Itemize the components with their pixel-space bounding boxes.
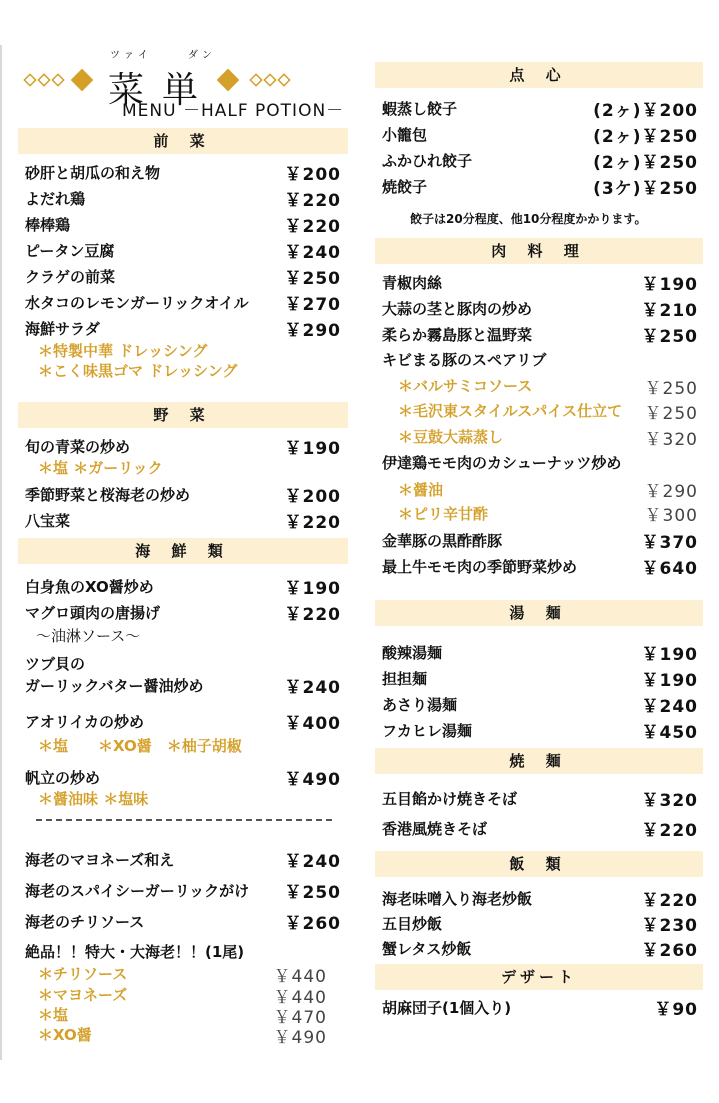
item-name: 伊達鶏モモ肉のカシューナッツ炒め [382,454,622,472]
item-name: 金華豚の黒酢酢豚 [382,532,503,550]
item-name: 酸辣湯麺 [382,644,443,662]
ornament-left-icon [22,68,102,92]
option-text: ＊醤油 [398,481,444,499]
item-price: ￥250 [284,269,341,289]
option-price: ￥440 [273,988,327,1008]
option-price: ￥440 [273,967,327,987]
item-price: ￥220 [284,191,341,211]
item-name: 蟹レタス炒飯 [382,940,472,958]
item-price: ￥190 [641,275,698,295]
item-name: ふかひれ餃子 [382,152,473,170]
item-price: ￥200 [284,487,341,507]
option-price: ￥290 [644,482,698,502]
item-name: 担担麺 [382,670,428,688]
item-name: ツブ貝の [25,655,86,673]
item-price: ￥190 [284,439,341,459]
item-name: アオリイカの炒め [25,713,144,731]
item-price: ￥230 [641,916,698,936]
item-name: フカヒレ湯麺 [382,722,472,740]
item-name: 海老味噌入り海老炒飯 [382,890,533,908]
ornament-right-icon [216,68,296,92]
item-name: キビまる豚のスペアリブ [382,351,547,369]
title-ruby: ツァイ ダン [110,50,216,61]
item-price: ￥210 [641,301,698,321]
option-text: ＊バルサミコソース [398,377,533,395]
item-price: ￥260 [641,941,698,961]
item-name: 五目炒飯 [382,915,443,933]
option-price: ￥470 [273,1008,327,1028]
item-name: 柔らか霧島豚と温野菜 [382,326,533,344]
item-name: 絶品！！特大・大海老！！(1尾) [25,943,245,961]
item-name: 海鮮サラダ [25,320,100,338]
section-header-tenshin: 点 心 [375,62,703,88]
item-name: 焼餃子 [382,178,428,196]
item-name: 胡麻団子(1個入り) [382,999,512,1017]
item-name: 小籠包 [382,126,428,144]
item-price: (2ヶ)￥200 [593,101,698,121]
page-title: 菜単 [108,70,217,111]
option-price: ￥300 [644,506,698,526]
item-name: ガーリックバター醤油炒め [25,677,204,695]
item-price: ￥220 [284,217,341,237]
item-price: ￥190 [641,645,698,665]
section-header-han: 飯 類 [375,851,703,877]
item-name: 季節野菜と桜海老の炒め [25,486,191,504]
option-price: ￥490 [273,1028,327,1048]
item-name: 旬の青菜の炒め [25,438,131,456]
menu-subtitle: MENU －HALF POTION－ [122,101,345,121]
item-price: ￥220 [641,891,698,911]
divider [36,819,332,821]
section-header-dessert: デザート [375,964,703,990]
item-price: (2ヶ)￥250 [593,153,698,173]
option-text: ＊塩 [38,1006,69,1024]
item-name: あさり湯麺 [382,696,458,714]
item-name: 青椒肉絲 [382,274,443,292]
option-text: ＊マヨネーズ [38,986,128,1004]
item-price: ￥90 [654,1000,698,1020]
left-border [0,45,2,1060]
item-price: ￥220 [284,513,341,533]
item-price: ￥190 [641,671,698,691]
option-text: ＊醤油味 ＊塩味 [38,790,149,808]
option-text: ＊ピリ辛甘酢 [398,505,489,523]
item-price: ￥270 [284,295,341,315]
item-name: クラゲの前菜 [25,268,116,286]
item-price: ￥250 [641,327,698,347]
item-price: ￥640 [641,559,698,579]
option-text: ＊塩 ＊ガーリック [38,459,163,477]
item-name: 水タコのレモンガーリックオイル [25,294,249,312]
section-header-tanmen: 湯 麺 [375,600,703,626]
item-name: マグロ頭肉の唐揚げ [25,604,161,622]
item-price: ￥200 [284,165,341,185]
item-name: ピータン豆腐 [25,242,115,260]
option-price: ￥250 [644,379,698,399]
item-price: ￥240 [641,697,698,717]
item-name: 最上牛モモ肉の季節野菜炒め [382,558,578,576]
option-price: ￥250 [644,404,698,424]
item-name: 白身魚のXO醤炒め [25,578,154,596]
option-text: ＊こく味黒ゴマ ドレッシング [38,362,238,380]
item-price: ￥190 [284,579,341,599]
item-price: ￥290 [284,321,341,341]
item-price: ￥220 [641,821,698,841]
option-price: ￥320 [644,430,698,450]
item-name: 八宝菜 [25,512,71,530]
item-name: 海老のマヨネーズ和え [25,851,175,869]
item-price: ￥240 [284,678,341,698]
item-name: 海老のスパイシーガーリックがけ [25,882,250,900]
section-header-niku: 肉 料 理 [375,238,703,264]
item-name: よだれ鶏 [25,190,86,208]
item-name: 香港風焼きそば [382,820,488,838]
section-header-yasai: 野 菜 [18,402,348,428]
item-name: 帆立の炒め [25,769,101,787]
item-price: (2ヶ)￥250 [593,127,698,147]
item-price: ￥320 [641,791,698,811]
section-header-kaisen: 海 鮮 類 [18,538,348,564]
option-text: ＊豆鼓大蒜蒸し [398,428,504,446]
option-text: ＊チリソース [38,965,128,983]
item-price: ￥240 [284,852,341,872]
item-name: 大蒜の茎と豚肉の炒め [382,300,533,318]
item-name: 五目餡かけ焼きそば [382,790,518,808]
option-text: ＊XO醤 [38,1026,92,1044]
item-price: (3ケ)￥250 [593,179,698,199]
item-name: 蝦蒸し餃子 [382,100,458,118]
item-price: ￥450 [641,723,698,743]
section-header-yakisoba: 焼 麺 [375,748,703,774]
option-text: ＊毛沢東スタイルスパイス仕立て [398,402,623,420]
item-price: ￥400 [284,714,341,734]
item-name: 砂肝と胡瓜の和え物 [25,164,161,182]
section-header-zensai: 前 菜 [18,128,348,154]
item-price: ￥260 [284,914,341,934]
option-text: ＊塩 ＊XO醤 ＊柚子胡椒 [38,737,242,755]
item-price: ￥250 [284,883,341,903]
item-price: ￥490 [284,770,341,790]
item-price: ￥240 [284,243,341,263]
item-name: 海老のチリソース [25,913,145,931]
item-price: ￥370 [641,533,698,553]
option-text: ＊特製中華 ドレッシング [38,342,208,360]
item-price: ￥220 [284,605,341,625]
item-name: ～油淋ソース～ [36,627,141,645]
gyoza-note: 餃子は20分程度、他10分程度かかります。 [410,212,647,226]
item-name: 棒棒鶏 [25,216,71,234]
